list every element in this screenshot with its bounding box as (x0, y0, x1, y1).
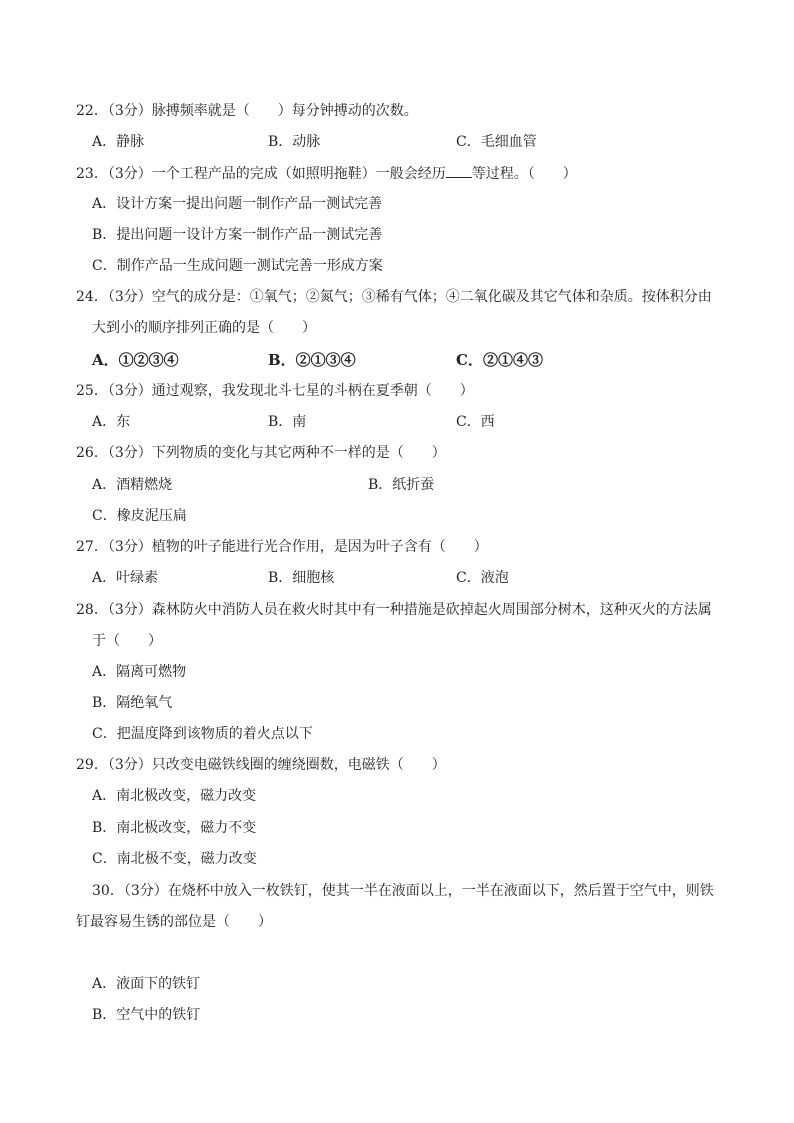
question-27-stem: 27．（3分）植物的叶子能进行光合作用，是因为叶子含有（ ） (76, 539, 488, 555)
question-30-stem-line1: 30．（3分）在烧杯中放入一枚铁钉，使其一半在液面以上，一半在液面以下，然后置于空气中，则铁 (92, 883, 714, 899)
question-28-option-a: A．隔离可燃物 (92, 664, 187, 680)
question-28-stem-line1: 28．（3分）森林防火中消防人员在救火时其中有一种措施是砍掉起火周围部分树木，这种灭火的方法属 (76, 602, 712, 618)
question-27-option-c: C．液泡 (456, 570, 509, 586)
question-30-option-a: A．液面下的铁钉 (92, 976, 201, 992)
question-29-option-c: C．南北极不变，磁力改变 (92, 851, 257, 867)
question-22-option-b: B．动脉 (268, 134, 321, 150)
question-26-stem: 26．（3分）下列物质的变化与其它两种不一样的是（ ） (76, 445, 446, 461)
question-25-option-c: C．西 (456, 414, 495, 430)
question-26-option-c: C．橡皮泥压扁 (92, 508, 187, 524)
question-30-stem-line2: 钉最容易生锈的部位是（ ） (76, 914, 272, 930)
answer-blank (446, 163, 472, 178)
question-29-option-b: B．南北极改变，磁力不变 (92, 820, 257, 836)
question-25-stem: 25．（3分）通过观察，我发现北斗七星的斗柄在夏季朝（ ） (76, 383, 474, 399)
question-22-option-a: A．静脉 (92, 134, 145, 150)
question-27-option-b: B．细胞核 (268, 570, 335, 586)
question-28-stem-line2: 于（ ） (92, 633, 162, 649)
question-23-option-a: A．设计方案一提出问题一制作产品一测试完善 (92, 196, 383, 212)
question-23-stem-part-a: 23．（3分）一个工程产品的完成（如照明拖鞋）一般会经历 (76, 166, 446, 182)
question-26-option-a: A．酒精燃烧 (92, 477, 173, 493)
question-24-stem-line2: 大到小的顺序排列正确的是（ ） (92, 320, 316, 336)
question-23-stem-part-b: 等过程。（ ） (471, 166, 577, 182)
question-24-option-b: B．②①③④ (268, 351, 356, 369)
question-25-option-a: A．东 (92, 414, 131, 430)
question-24-option-a: A．①②③④ (92, 351, 179, 369)
question-23-option-b: B．提出问题一设计方案一制作产品一测试完善 (92, 227, 383, 243)
question-30-option-b: B．空气中的铁钉 (92, 1007, 201, 1023)
question-23-option-c: C．制作产品一生成问题一测试完善一形成方案 (92, 258, 383, 274)
question-23-stem (76, 163, 577, 184)
question-28-option-c: C．把温度降到该物质的着火点以下 (92, 726, 313, 742)
question-27-option-a: A．叶绿素 (92, 570, 159, 586)
question-24-option-c: C．②①④③ (456, 351, 543, 369)
question-25-option-b: B．南 (268, 414, 307, 430)
question-29-stem: 29．（3分）只改变电磁铁线圈的缠绕圈数，电磁铁（ ） (76, 757, 446, 773)
question-24-stem-line1: 24．（3分）空气的成分是：①氧气；②氮气；③稀有气体；④二氧化碳及其它气体和杂质。按体积分由 (76, 289, 712, 305)
question-28-option-b: B．隔绝氧气 (92, 695, 173, 711)
question-22-option-c: C．毛细血管 (456, 134, 537, 150)
question-26-option-b: B．纸折蚕 (368, 477, 435, 493)
question-22-stem: 22．（3分）脉搏频率就是（ ）每分钟搏动的次数。 (76, 103, 418, 119)
question-29-option-a: A．南北极改变，磁力改变 (92, 788, 257, 804)
